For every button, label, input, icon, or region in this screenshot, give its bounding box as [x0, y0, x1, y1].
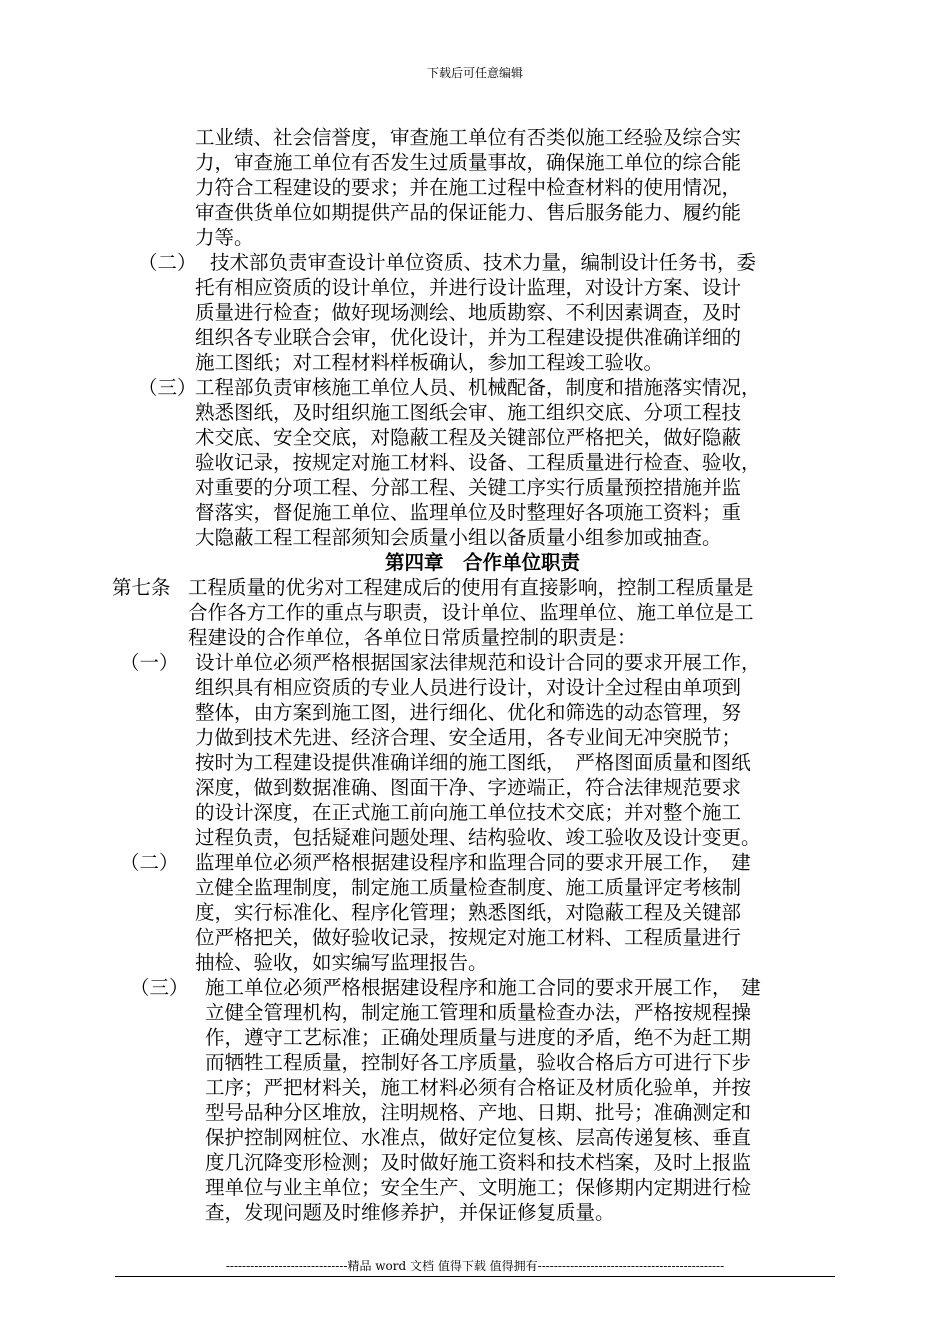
- item-2-line: 位严格把关，做好验收记录，按规定对施工材料、工程质量进行: [195, 926, 742, 949]
- item-3-line: 而牺牲工程质量，控制好各工序质量，验收合格后方可进行下步: [205, 1051, 752, 1074]
- section-2-line: 托有相应资质的设计单位，并进行设计监理，对设计方案、设计: [195, 276, 742, 299]
- item-1-label: （一）: [120, 651, 179, 674]
- item-2-label: （二）: [120, 851, 179, 874]
- section-2-line: 技术部负责审查设计单位资质、技术力量，编制设计任务书，委: [210, 251, 757, 274]
- item-3-line: 工序；严把材料关，施工材料必须有合格证及材质化验单，并按: [205, 1076, 752, 1099]
- item-3-label: （三）: [130, 976, 189, 999]
- item-1-line: 力做到技术先进、经济合理、安全适用，各专业间无冲突脱节；: [195, 726, 742, 749]
- item-3-line: 度几沉降变形检测；及时做好施工资料和技术档案，及时上报监: [205, 1151, 752, 1174]
- article-7-line: 合作各方工作的重点与职责，设计单位、监理单位、施工单位是工: [188, 601, 754, 624]
- item-2-line: 度，实行标准化、程序化管理；熟悉图纸，对隐蔽工程及关键部: [195, 901, 742, 924]
- item-1-line: 组织具有相应资质的专业人员进行设计，对设计全过程由单项到: [195, 676, 742, 699]
- section-2-label: （二）: [138, 251, 197, 274]
- item-1-line: 的设计深度，在正式施工前向施工单位技术交底；并对整个施工: [195, 801, 742, 824]
- item-3-line: 查，发现问题及时维修养护，并保证修复质量。: [205, 1201, 615, 1224]
- item-3-line: 理单位与业主单位；安全生产、文明施工；保修期内定期进行检: [205, 1176, 752, 1199]
- item-3-line: 保护控制网桩位、水准点，做好定位复核、层高传递复核、垂直: [205, 1126, 752, 1149]
- section-2-line: 组织各专业联合会审，优化设计，并为工程建设提供准确详细的: [195, 326, 742, 349]
- article-7-line: 程建设的合作单位，各单位日常质量控制的职责是：: [188, 626, 637, 649]
- page-footer: ------------------------------精品 word 文档 值得下载 值得拥有----------------------------------------------: [225, 1259, 725, 1273]
- article-7-line: 工程质量的优劣对工程建成后的使用有直接影响，控制工程质量是: [188, 576, 754, 599]
- section-1-line: 力等。: [195, 226, 254, 249]
- section-3-label: （三）: [138, 376, 197, 399]
- item-3-line: 作，遵守工艺标准；正确处理质量与进度的矛盾，绝不为赶工期: [205, 1026, 752, 1049]
- page-header: 下载后可任意编辑: [426, 66, 523, 80]
- item-3-line: 立健全管理机构，制定施工管理和质量检查办法，严格按规程操: [205, 1001, 752, 1024]
- article-7-label: 第七条: [112, 576, 171, 599]
- section-1-line: 力，审查施工单位有否发生过质量事故，确保施工单位的综合能: [195, 151, 742, 174]
- item-1-line: 过程负责，包括疑难问题处理、结构验收、竣工验收及设计变更。: [195, 826, 761, 849]
- item-1-line: 整体，由方案到施工图，进行细化、优化和筛选的动态管理，努: [195, 701, 742, 724]
- chapter-heading: 第四章 合作单位职责: [385, 551, 581, 574]
- section-2-line: 施工图纸；对工程材料样板确认，参加工程竣工验收。: [195, 351, 664, 374]
- section-3-line: 大隐蔽工程工程部须知会质量小组以备质量小组参加或抽查。: [195, 526, 722, 549]
- section-3-line: 督落实，督促施工单位、监理单位及时整理好各项施工资料；重: [195, 501, 742, 524]
- footer-rule: [115, 1276, 835, 1277]
- section-3-line: 工程部负责审核施工单位人员、机械配备，制度和措施落实情况，: [195, 376, 761, 399]
- item-1-line: 深度，做到数据准确、图面干净、字迹端正，符合法律规范要求: [195, 776, 742, 799]
- item-2-line: 监理单位必须严格根据建设程序和监理合同的要求开展工作， 建: [195, 851, 751, 874]
- item-3-line: 施工单位必须严格根据建设程序和施工合同的要求开展工作， 建: [205, 976, 761, 999]
- item-1-line: 按时为工程建设提供准确详细的施工图纸， 严格图面质量和图纸: [195, 751, 751, 774]
- section-2-line: 质量进行检查；做好现场测绘、地质勘察、不利因素调查，及时: [195, 301, 742, 324]
- section-3-line: 熟悉图纸，及时组织施工图纸会审、施工组织交底、分项工程技: [195, 401, 742, 424]
- section-1-line: 力符合工程建设的要求；并在施工过程中检查材料的使用情况，: [195, 176, 742, 199]
- item-2-line: 抽检、验收，如实编写监理报告。: [195, 951, 488, 974]
- section-3-line: 对重要的分项工程、分部工程、关键工序实行质量预控措施并监: [195, 476, 742, 499]
- section-3-line: 验收记录，按规定对施工材料、设备、工程质量进行检查、验收，: [195, 451, 761, 474]
- section-1-line: 工业绩、社会信誉度，审查施工单位有否类似施工经验及综合实: [195, 126, 742, 149]
- item-3-line: 型号品种分区堆放，注明规格、产地、日期、批号；准确测定和: [205, 1101, 752, 1124]
- item-2-line: 立健全监理制度，制定施工质量检查制度、施工质量评定考核制: [195, 876, 742, 899]
- item-1-line: 设计单位必须严格根据国家法律规范和设计合同的要求开展工作，: [195, 651, 761, 674]
- section-3-line: 术交底、安全交底，对隐蔽工程及关键部位严格把关，做好隐蔽: [195, 426, 742, 449]
- section-1-line: 审查供货单位如期提供产品的保证能力、售后服务能力、履约能: [195, 201, 742, 224]
